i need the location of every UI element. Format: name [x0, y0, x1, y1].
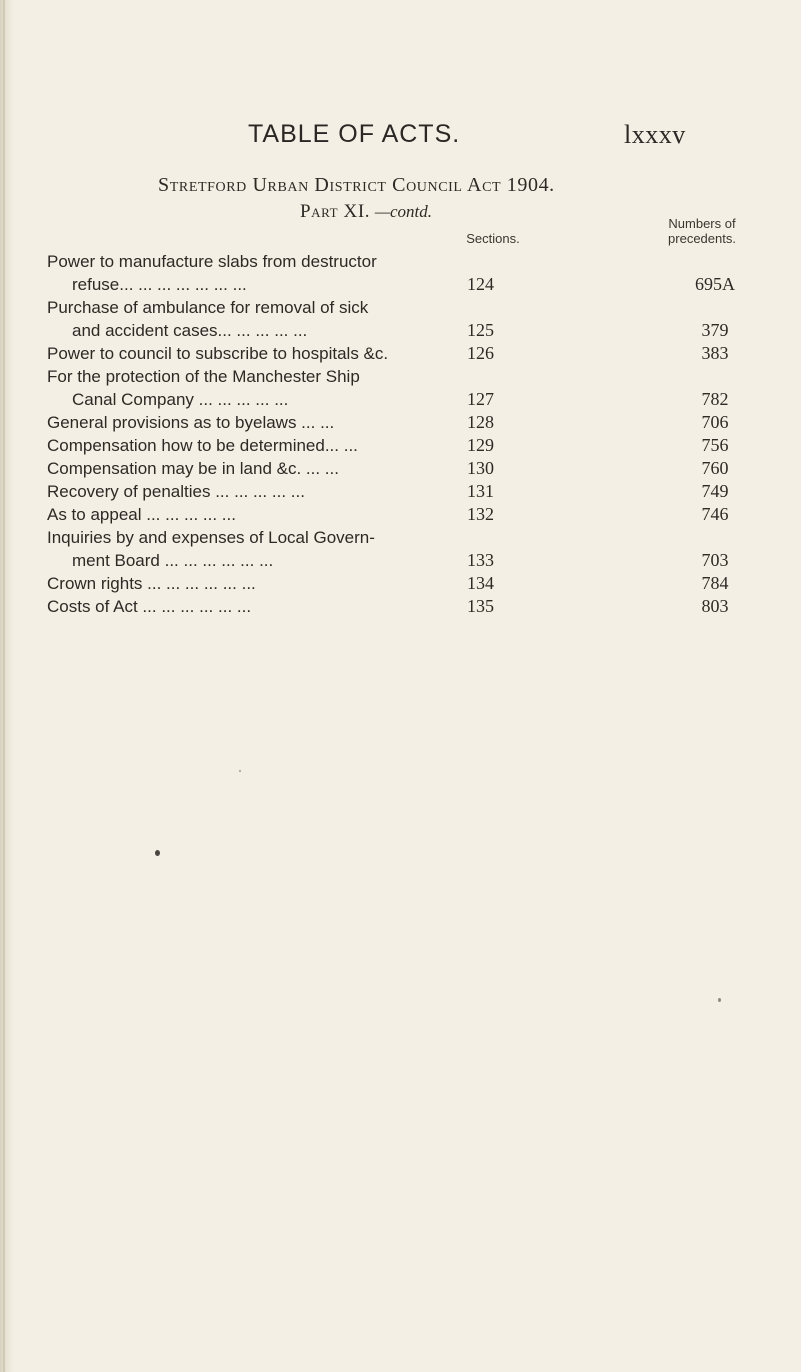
section-number: 131 — [467, 481, 494, 501]
act-title: Stretford Urban District Council Act 1904. — [158, 174, 555, 196]
entry-text: For the protection of the Manchester Ship — [47, 367, 360, 386]
precedent-number: 746 — [701, 504, 729, 524]
precedent-number: 749 — [701, 481, 729, 501]
precedent-number: 383 — [701, 343, 729, 363]
running-head — [0, 120, 801, 160]
table-row — [47, 388, 787, 411]
entries-table — [47, 250, 787, 618]
table-row — [47, 296, 787, 319]
table-row — [47, 434, 787, 457]
section-number: 134 — [467, 573, 494, 593]
table-row — [47, 480, 787, 503]
precedent-number: 784 — [701, 573, 729, 593]
part-title — [300, 201, 432, 223]
precedent-number: 695A — [695, 274, 735, 294]
sections-column-header: Sections. — [466, 231, 520, 246]
table-row — [47, 457, 787, 480]
section-number: 124 — [467, 274, 494, 294]
entry-text: Crown rights ... ... ... ... ... ... — [47, 574, 256, 593]
section-number: 128 — [467, 412, 494, 432]
entry-text: Canal Company ... ... ... ... ... — [72, 390, 289, 409]
precedent-number: 760 — [701, 458, 729, 478]
table-row — [47, 342, 787, 365]
section-number: 127 — [467, 389, 494, 409]
print-speck — [155, 850, 160, 856]
section-number: 129 — [467, 435, 494, 455]
table-row — [47, 503, 787, 526]
part-label: Part XI. — [300, 201, 371, 222]
precedents-header-line1: Numbers of — [668, 216, 736, 231]
precedent-number: 756 — [701, 435, 729, 455]
precedent-number: 379 — [701, 320, 729, 340]
precedent-number: 706 — [701, 412, 729, 432]
entry-text: Compensation how to be determined... ... — [47, 436, 358, 455]
precedent-number: 782 — [701, 389, 729, 409]
table-row — [47, 526, 787, 549]
table-row — [47, 595, 787, 618]
section-number: 126 — [467, 343, 494, 363]
precedents-column-header — [636, 216, 768, 246]
part-suffix: —contd. — [374, 202, 433, 221]
entry-text: Recovery of penalties ... ... ... ... ... — [47, 482, 305, 501]
entry-text: General provisions as to byelaws ... ... — [47, 413, 335, 432]
table-row — [47, 250, 787, 273]
table-row — [47, 411, 787, 434]
section-number: 135 — [467, 596, 494, 616]
entry-text: and accident cases... ... ... ... ... — [72, 321, 308, 340]
entry-text: As to appeal ... ... ... ... ... — [47, 505, 236, 524]
entry-text: Compensation may be in land &c. ... ... — [47, 459, 339, 478]
section-number: 132 — [467, 504, 494, 524]
entry-text: refuse... ... ... ... ... ... ... — [72, 275, 247, 294]
section-number: 125 — [467, 320, 494, 340]
precedents-header-line2: precedents. — [668, 231, 736, 246]
entry-text: Power to council to subscribe to hospitals &c. — [47, 344, 389, 363]
precedent-number: 703 — [701, 550, 729, 570]
page-gutter — [0, 0, 14, 1372]
entry-text: Costs of Act ... ... ... ... ... ... — [47, 597, 252, 616]
page-number: lxxxv — [624, 120, 686, 149]
print-speck — [718, 998, 721, 1002]
entry-text: Inquiries by and expenses of Local Govern- — [47, 528, 375, 547]
table-row — [47, 549, 787, 572]
table-row — [47, 572, 787, 595]
entry-text: ment Board ... ... ... ... ... ... — [72, 551, 274, 570]
table-row — [47, 273, 787, 296]
table-row — [47, 365, 787, 388]
entry-text: Power to manufacture slabs from destructor — [47, 252, 377, 271]
section-number: 130 — [467, 458, 494, 478]
table-row — [47, 319, 787, 342]
entry-text: Purchase of ambulance for removal of sick — [47, 298, 369, 317]
page-title: TABLE OF ACTS. — [248, 120, 461, 148]
print-speck — [239, 770, 241, 772]
precedent-number: 803 — [701, 596, 729, 616]
section-number: 133 — [467, 550, 494, 570]
